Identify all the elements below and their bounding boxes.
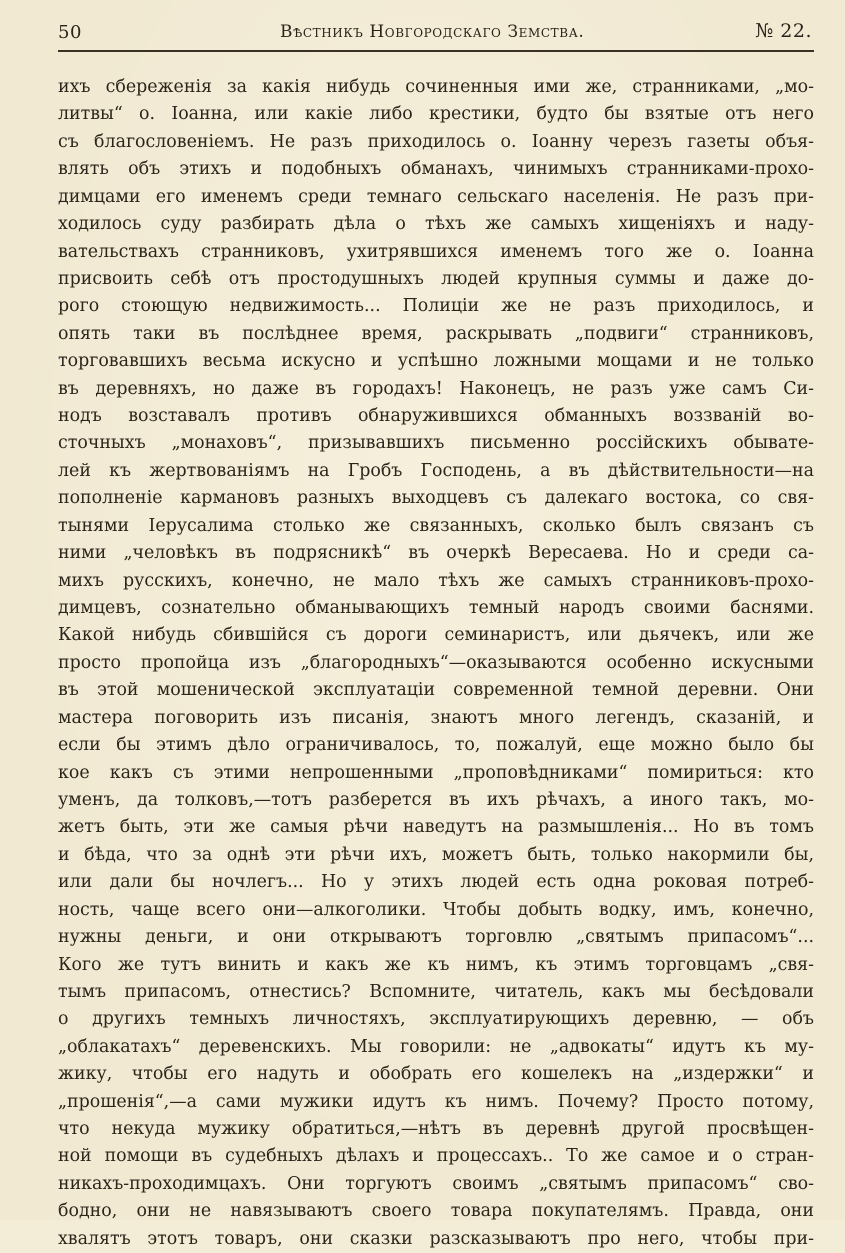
page-header <box>58 20 814 50</box>
text-line: михъ русскихъ, конечно, не мало тѣхъ же самыхъ странниковъ-прохо- <box>58 570 814 591</box>
text-line: ними „человѣкъ въ подрясникѣ“ въ очеркѣ Вересаева. Но и среди са- <box>58 543 814 564</box>
text-line: присвоить себѣ отъ простодушныхъ людей крупныя суммы и даже до- <box>58 268 814 289</box>
text-line: нужны деньги, и они открываютъ торговлю „святымъ припасомъ“... <box>58 927 814 948</box>
text-line: ходилось суду разбирать дѣла о тѣхъ же самыхъ хищеніяхъ и наду- <box>58 214 814 235</box>
text-line: „облакатахъ“ деревенскихъ. Мы говорили: не „адвокаты“ идутъ къ му- <box>58 1036 814 1057</box>
text-line: уменъ, да толковъ,—тотъ разберется въ ихъ рѣчахъ, а иного такъ, мо- <box>58 789 814 810</box>
text-line: „прошенія“,—а сами мужики идутъ къ нимъ. Почему? Просто потому, <box>58 1091 814 1112</box>
text-line: въ этой мошенической эксплуатаціи современной темной деревни. Они <box>58 680 814 701</box>
text-line: сточныхъ „монаховъ“, призывавшихъ письменно россійскихъ обывате- <box>58 433 814 454</box>
text-line: если бы этимъ дѣло ограничивалось, то, пожалуй, еще можно было бы <box>58 735 814 756</box>
text-line: или дали бы ночлегъ... Но у этихъ людей есть одна роковая потреб- <box>58 872 814 893</box>
text-line: просто пропойца изъ „благородныхъ“—оказываются особенно искусными <box>58 652 814 673</box>
text-line: димцевъ, сознательно обманывающихъ темный народъ своими баснями. <box>58 598 814 619</box>
text-line: вательствахъ странниковъ, ухитрявшихся именемъ того же о. Іоанна <box>58 241 814 262</box>
text-line: тынями Іерусалима столько же связанныхъ, сколько былъ связанъ съ <box>58 515 814 536</box>
text-line: съ благословеніемъ. Не разъ приходилось о. Іоанну черезъ газеты объя- <box>58 131 814 152</box>
text-line: ной помощи въ судебныхъ дѣлахъ и процессахъ.. То же самое и о стран- <box>58 1146 814 1167</box>
text-line: лей къ жертвованіямъ на Гробъ Господень, а въ дѣйствительности—на <box>58 460 814 481</box>
text-line: влять объ этихъ и подобныхъ обманахъ, чинимыхъ странниками-прохо- <box>58 159 814 180</box>
text-line: никахъ-проходимцахъ. Они торгуютъ своимъ „святымъ припасомъ“ сво- <box>58 1173 814 1194</box>
text-line: что некуда мужику обратиться,—нѣтъ въ деревнѣ другой просвѣщен- <box>58 1119 814 1140</box>
text-line: жетъ быть, эти же самыя рѣчи наведутъ на размышленія... Но въ томъ <box>58 817 814 838</box>
text-line: въ деревняхъ, но даже въ городахъ! Наконецъ, не разъ уже самъ Си- <box>58 378 814 399</box>
text-line: пополненіе кармановъ разныхъ выходцевъ съ далекаго востока, со свя- <box>58 488 814 509</box>
text-line: опять таки въ послѣднее время, раскрывать „подвиги“ странниковъ, <box>58 323 814 344</box>
text-line: кое какъ съ этими непрошенными „проповѣдниками“ помириться: кто <box>58 762 814 783</box>
text-line: жику, чтобы его надуть и обобрать его кошелекъ на „издержки“ и <box>58 1064 814 1085</box>
issue-number: № 22. <box>755 20 812 42</box>
text-line: хвалятъ этотъ товаръ, они сказки разсказываютъ про него, чтобы при- <box>58 1228 814 1249</box>
header-divider <box>58 50 814 52</box>
journal-title: Вѣстникъ Новгородскаго Земства. <box>280 22 585 42</box>
text-line: рого стоющую недвижимость... Полиціи же не разъ приходилось, и <box>58 296 814 317</box>
text-line: тымъ припасомъ, отнестись? Вспомните, читатель, какъ мы бесѣдовали <box>58 981 814 1002</box>
text-line: ихъ сбереженія за какія нибудь сочиненныя ими же, странниками, „мо- <box>58 77 814 97</box>
text-line: Какой нибудь сбившійся съ дороги семинаристъ, или дьячекъ, или же <box>58 625 814 646</box>
page-number: 50 <box>58 22 82 43</box>
text-line: литвы“ о. Іоанна, или какіе либо крестики, будто бы взятые отъ него <box>58 104 814 125</box>
text-line: Кого же тутъ винить и какъ же къ нимъ, къ этимъ торговцамъ „свя- <box>58 954 814 975</box>
article-body <box>58 74 814 1253</box>
text-line: торговавшихъ весьма искусно и успѣшно ложными мощами и не только <box>58 351 814 372</box>
text-line: мастера поговорить изъ писанія, знаютъ много легендъ, сказаній, и <box>58 707 814 728</box>
text-line: и бѣда, что за однѣ эти рѣчи ихъ, можетъ быть, только накормили бы, <box>58 844 814 865</box>
text-line: димцами его именемъ среди темнаго сельскаго населенія. Не разъ при- <box>58 186 814 207</box>
text-line: о другихъ темныхъ личностяхъ, эксплуатирующихъ деревню, — объ <box>58 1009 814 1030</box>
text-line: нодъ возставалъ противъ обнаружившихся обманныхъ воззваній во- <box>58 406 814 427</box>
text-line: ность, чаще всего они—алкоголики. Чтобы добыть водку, имъ, конечно, <box>58 899 814 920</box>
text-line: бодно, они не навязываютъ своего товара покупателямъ. Правда, они <box>58 1201 814 1222</box>
